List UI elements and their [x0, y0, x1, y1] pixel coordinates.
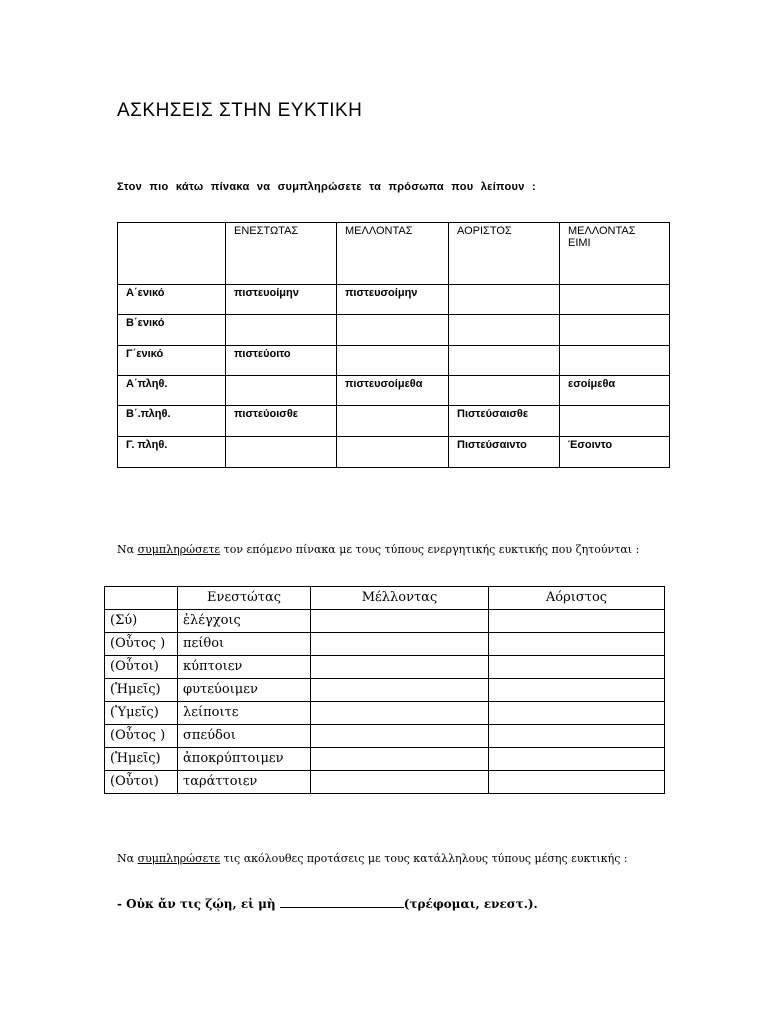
table-cell: (Ὑμεῖς)	[105, 702, 178, 725]
instruction-2-underlined: συμπληρώσετε	[137, 543, 221, 556]
table-1-header-cell: ΕΝΕΣΤΩΤΑΣ	[226, 223, 337, 285]
table-cell	[226, 376, 337, 406]
table-cell: εσοίμεθα	[560, 376, 670, 406]
table-cell: (Οὗτος )	[105, 633, 178, 656]
table-cell	[311, 748, 489, 771]
table-cell	[489, 702, 665, 725]
table-cell	[311, 702, 489, 725]
table-1-header-cell: ΑΟΡΙΣΤΟΣ	[449, 223, 560, 285]
table-cell	[311, 656, 489, 679]
table-cell: (Οὗτοι)	[105, 771, 178, 794]
instruction-3-underlined: συμπληρώσετε	[137, 852, 221, 865]
table-row	[105, 610, 665, 633]
table-cell: πιστευσοίμεθα	[337, 376, 449, 406]
table-row	[118, 406, 670, 437]
table-2-header-row	[105, 587, 665, 610]
table-cell	[311, 725, 489, 748]
table-cell: Έσοιντο	[560, 437, 670, 468]
table-cell: Α΄πληθ.	[118, 376, 226, 406]
table-cell	[489, 748, 665, 771]
table-1	[117, 222, 670, 468]
table-cell	[449, 376, 560, 406]
table-cell: σπεύδοι	[178, 725, 311, 748]
exercise-sentence-start: - Οὐκ ἄν τις ζῴη, εἰ μὴ	[117, 897, 280, 911]
table-row	[118, 285, 670, 315]
table-cell	[560, 285, 670, 315]
table-row	[105, 748, 665, 771]
table-cell: ἀποκρύπτοιμεν	[178, 748, 311, 771]
table-cell: ταράττοιεν	[178, 771, 311, 794]
table-cell: πιστεύοιτο	[226, 346, 337, 376]
table-cell: πιστευσοίμην	[337, 285, 449, 315]
table-row	[105, 679, 665, 702]
table-2-header-cell	[105, 587, 178, 610]
table-cell: (Ἡμεῖς)	[105, 679, 178, 702]
table-row	[118, 315, 670, 346]
table-cell	[449, 285, 560, 315]
table-cell	[489, 771, 665, 794]
table-cell: Γ΄ενικό	[118, 346, 226, 376]
table-cell	[337, 437, 449, 468]
instruction-2	[117, 541, 657, 558]
table-cell	[226, 315, 337, 346]
table-cell	[311, 771, 489, 794]
table-row	[105, 633, 665, 656]
table-cell: Πιστεύσαισθε	[449, 406, 560, 437]
table-cell: Πιστεύσαιντο	[449, 437, 560, 468]
table-cell: λείποιτε	[178, 702, 311, 725]
table-cell	[449, 346, 560, 376]
instruction-2-lead: Να	[117, 543, 138, 556]
table-cell	[489, 725, 665, 748]
table-row	[118, 376, 670, 406]
table-cell: Γ. πληθ.	[118, 437, 226, 468]
table-cell	[560, 315, 670, 346]
table-row	[105, 725, 665, 748]
table-2-header-cell: Αόριστος	[489, 587, 665, 610]
table-1-header-cell: ΜΕΛΛΟΝΤΑΣ	[337, 223, 449, 285]
table-cell	[449, 315, 560, 346]
table-cell: (Οὗτοι)	[105, 656, 178, 679]
instruction-1: Στον πιο κάτω πίνακα να συμπληρώσετε τα πρόσωπα που λείπουν :	[117, 181, 536, 193]
table-cell: κύπτοιεν	[178, 656, 311, 679]
table-cell	[489, 656, 665, 679]
table-1-header-row	[118, 223, 670, 285]
table-cell	[489, 679, 665, 702]
table-cell	[311, 633, 489, 656]
table-1-header-cell	[118, 223, 226, 285]
table-1-header-cell: ΜΕΛΛΟΝΤΑΣ ΕΙΜΙ	[560, 223, 670, 285]
instruction-3	[117, 850, 657, 867]
table-cell: πείθοι	[178, 633, 311, 656]
instruction-3-rest: τις ακόλουθες προτάσεις με τους κατάλληλους τύπους μέσης ευκτικής :	[220, 852, 628, 865]
answer-blank[interactable]	[280, 896, 404, 908]
table-cell	[337, 346, 449, 376]
table-cell	[311, 610, 489, 633]
table-cell: (Σύ)	[105, 610, 178, 633]
table-cell: (Οὗτος )	[105, 725, 178, 748]
exercise-sentence	[117, 896, 538, 911]
instruction-2-rest: τον επόμενο πίνακα με τους τύπους ενεργητικής ευκτικής που ζητούνται :	[220, 543, 640, 556]
table-cell	[560, 406, 670, 437]
table-row	[118, 346, 670, 376]
table-cell	[489, 633, 665, 656]
table-row	[118, 437, 670, 468]
table-cell: (Ἡμεῖς)	[105, 748, 178, 771]
table-cell	[311, 679, 489, 702]
table-cell: Β΄ενικό	[118, 315, 226, 346]
table-cell	[337, 315, 449, 346]
table-cell	[560, 346, 670, 376]
instruction-3-lead: Να	[117, 852, 138, 865]
table-row	[105, 656, 665, 679]
page-title: ΑΣΚΗΣΕΙΣ ΣΤΗΝ ΕΥΚΤΙΚΗ	[117, 100, 363, 121]
table-cell	[489, 610, 665, 633]
exercise-sentence-end: (τρέφομαι, ενεστ.).	[403, 897, 538, 911]
table-cell: ἐλέγχοις	[178, 610, 311, 633]
table-row	[105, 771, 665, 794]
table-cell	[337, 406, 449, 437]
table-2-header-cell: Μέλλοντας	[311, 587, 489, 610]
table-cell	[226, 437, 337, 468]
table-cell: Α΄ενικό	[118, 285, 226, 315]
table-row	[105, 702, 665, 725]
table-2	[104, 586, 665, 794]
table-cell: πιστεύοισθε	[226, 406, 337, 437]
table-cell: πιστευοίμην	[226, 285, 337, 315]
table-cell: φυτεύοιμεν	[178, 679, 311, 702]
table-cell: Β΄.πληθ.	[118, 406, 226, 437]
table-2-header-cell: Ενεστώτας	[178, 587, 311, 610]
